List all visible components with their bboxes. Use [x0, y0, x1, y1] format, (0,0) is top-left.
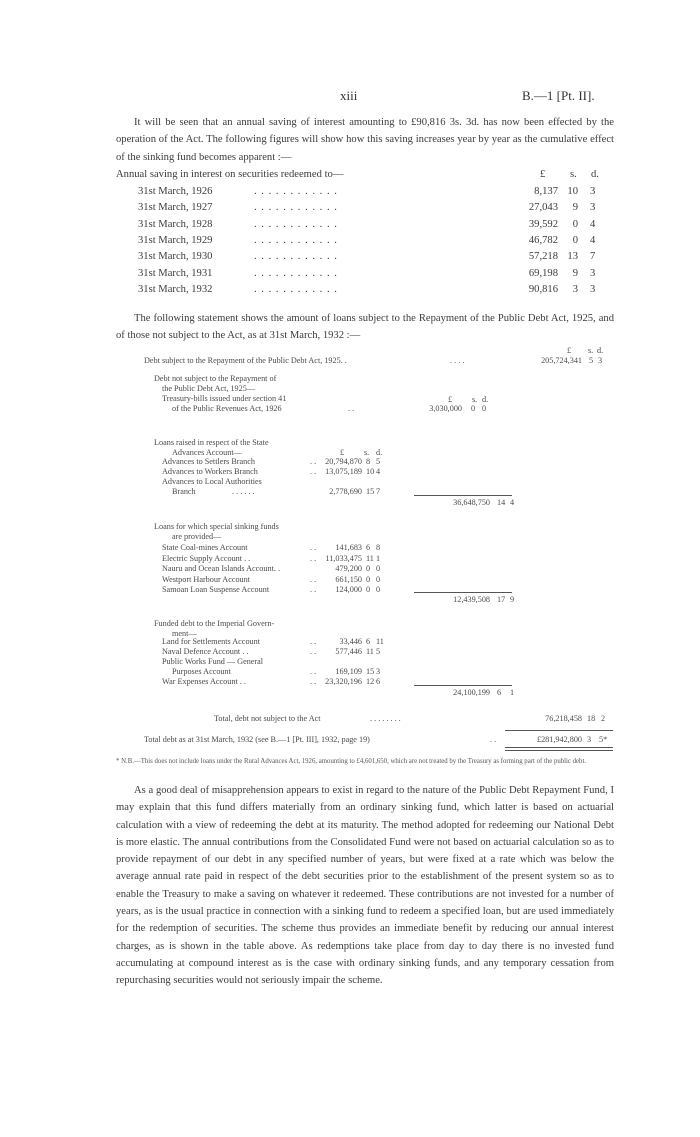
sub-item-pence: 11 [376, 637, 384, 646]
state-advances-heading: Loans raised in respect of the State [154, 438, 269, 447]
sub-item-label: Branch [172, 487, 196, 496]
grand-total-amount: £281,942,800 [536, 735, 582, 744]
sub-item-shillings: 15 [366, 667, 375, 676]
sub-item-pounds: 13,075,189 [325, 467, 362, 476]
sub-item-pence: 1 [376, 553, 381, 563]
sub-item-label: Electric Supply Account . . [162, 553, 251, 563]
sub-item-pence: 0 [376, 574, 381, 584]
sub-item-label: Land for Settlements Account [162, 637, 260, 646]
sub-item-label: Samoan Loan Suspense Account [162, 585, 270, 594]
savings-row-date: 31st March, 1929 [138, 234, 213, 246]
savings-row-leader: . . . . . . . . . . . . [254, 251, 338, 263]
savings-row-leader: . . . . . . . . . . . . [254, 283, 338, 295]
sub-item-leader: . . [310, 467, 317, 476]
sinking-funds-heading-cont: are provided— [172, 532, 222, 541]
savings-row-date: 31st March, 1926 [138, 186, 213, 197]
treasury-bills-leader: . . [348, 404, 355, 413]
footnote: * N.B.—This does not include loans under the Rural Advances Act, 1926, amounting to £4,601,650, which are not treated by the Treasury as forming part of the public debt. [116, 758, 587, 765]
state-adv-total-d: 4 [510, 498, 515, 507]
savings-row-pence: 3 [590, 283, 596, 295]
treasury-col-pounds: £ [448, 395, 453, 404]
total-not-subject-d: 2 [601, 714, 606, 723]
sub-item-pounds: 20,794,870 [325, 457, 362, 466]
sub-item-pence: 0 [376, 585, 381, 594]
savings-row-pence: 3 [590, 267, 596, 279]
sub-item-label: Advances to Settlers Branch [162, 457, 255, 466]
sub-item-shillings: 11 [366, 647, 374, 656]
state-adv-col-shillings: s. [364, 448, 370, 457]
savings-row-pounds: 39,592 [528, 218, 558, 230]
grand-total-d: 5* [599, 735, 608, 744]
funded-debt-heading: Funded debt to the Imperial Govern- [154, 619, 275, 628]
savings-row-leader: . . . . . . . . . . . . [254, 186, 338, 197]
sub-item-pence: 8 [376, 543, 381, 552]
sub-item-pounds: 169,109 [335, 667, 362, 676]
savings-caption-row [0, 169, 700, 185]
col-header-pence: d. [591, 169, 599, 180]
funded-total-s: 6 [497, 688, 502, 697]
total-not-subject-amount: 76,218,458 [545, 714, 582, 723]
debt-col-pounds: £ [567, 346, 572, 355]
sub-item-pounds: 124,000 [335, 585, 362, 594]
sub-item-pounds: 577,446 [335, 647, 362, 656]
sub-item-shillings: 0 [366, 585, 371, 594]
savings-row-leader: . . . . . . . . . . . . [254, 234, 338, 246]
treasury-bills-amount: 3,030,000 [429, 404, 462, 413]
sub-item-shillings: 10 [366, 467, 375, 476]
sub-item-label: Public Works Fund — General [162, 657, 264, 666]
savings-row-date: 31st March, 1931 [138, 267, 213, 279]
sub-item-leader: . . [310, 677, 317, 686]
sub-item-label: Westport Harbour Account [162, 574, 251, 584]
savings-row [0, 284, 700, 300]
sub-item-pence: 3 [376, 667, 381, 676]
sub-item-leader: . . . . . . [232, 487, 255, 496]
state-adv-total-s: 14 [497, 498, 506, 507]
total-not-subject-leader: . . . . . . . . [370, 714, 401, 723]
sub-item-pounds: 141,683 [335, 543, 362, 552]
savings-row-date: 31st March, 1927 [138, 202, 213, 214]
savings-row-pence: 3 [590, 202, 596, 214]
treasury-col-pence: d. [482, 395, 489, 404]
debt-subject-amount: 205,724,341 [541, 356, 582, 365]
sub-item-pence: 7 [376, 487, 381, 496]
savings-row-pounds: 8,137 [534, 186, 558, 197]
savings-row-shillings: 9 [572, 267, 578, 279]
sub-item-shillings: 15 [366, 487, 375, 496]
sub-item-shillings: 0 [366, 574, 371, 584]
total-not-subject-label: Total, debt not subject to the Act [214, 714, 321, 723]
savings-row-pounds: 90,816 [528, 283, 558, 295]
rule-before-grand-total [505, 730, 613, 731]
debt-col-pence: d. [597, 346, 604, 355]
funded-debt-heading-cont: ment— [172, 629, 197, 638]
savings-row-pounds: 69,198 [528, 267, 558, 279]
sinking-total: 12,439,508 [453, 595, 490, 604]
funded-total-d: 1 [510, 688, 515, 697]
savings-row-date: 31st March, 1932 [138, 283, 213, 295]
sub-item-leader: . . [310, 667, 317, 676]
sub-item-label: Nauru and Ocean Islands Account. . [162, 564, 280, 573]
sub-item-label: State Coal-mines Account [162, 543, 248, 552]
savings-row [0, 202, 700, 218]
sub-item-shillings: 6 [366, 637, 371, 646]
sub-item-shillings: 11 [366, 553, 374, 563]
grand-total-label: Total debt as at 31st March, 1932 (see B.—1 [Pt. III], 1932, page 19) [144, 735, 370, 744]
treasury-bills-label: Treasury-bills issued under section 41 [162, 394, 287, 403]
sub-item-leader: . . [310, 647, 317, 656]
savings-row-shillings: 0 [572, 218, 578, 230]
sub-item-pence: 5 [376, 647, 381, 656]
savings-row [0, 219, 700, 235]
sinking-total-s: 17 [497, 595, 506, 604]
savings-row-pence: 7 [590, 251, 596, 263]
sub-item-pounds: 33,446 [339, 637, 362, 646]
state-advances-heading-cont: Advances Account— [172, 448, 242, 457]
debt-subject-d: 3 [598, 356, 603, 365]
sub-item-pence: 5 [376, 457, 381, 466]
sub-item-leader: . . [310, 637, 317, 646]
savings-row-date: 31st March, 1930 [138, 251, 213, 263]
sub-item-label: War Expenses Account . . [162, 677, 246, 686]
sub-item-shillings: 6 [366, 543, 371, 552]
savings-row-shillings: 10 [567, 186, 578, 197]
rule-after-sinking-funds [414, 592, 512, 593]
sub-item-pence: 0 [376, 564, 381, 573]
savings-row [0, 186, 700, 202]
sub-item-pounds: 23,320,196 [325, 677, 362, 686]
intro-paragraph: It will be seen that an annual saving of interest amounting to £90,816 3s. 3d. has now been effected by the operation of the Act. The following figures will show how this saving increases year by year as the cumulative effect of the sinking fund becomes apparent :— [116, 117, 614, 163]
savings-row-pence: 3 [590, 186, 596, 197]
savings-caption: Annual saving in interest on securities redeemed to— [116, 169, 344, 180]
sub-item-pounds: 661,150 [335, 574, 362, 584]
sub-item-shillings: 8 [366, 457, 371, 466]
debt-subject-label: Debt subject to the Repayment of the Public Debt Act, 1925. . [144, 356, 347, 365]
state-adv-col-pence: d. [376, 448, 383, 457]
sub-item-pence: 6 [376, 677, 381, 686]
treasury-bills-d: 0 [482, 404, 487, 413]
savings-row [0, 268, 700, 284]
sub-item-label: Advances to Local Authorities [162, 477, 262, 486]
rule-after-funded-debt [414, 685, 512, 686]
sub-item-label: Naval Defence Account . . [162, 647, 249, 656]
sinking-funds-heading: Loans for which special sinking funds [154, 522, 279, 531]
savings-row-pence: 4 [590, 218, 596, 230]
grand-total-leader: . . [490, 735, 497, 744]
state-adv-total: 36,648,750 [453, 498, 490, 507]
document-reference: B.—1 [Pt. II]. [522, 88, 595, 103]
sub-item-shillings: 0 [366, 564, 371, 573]
debt-col-shillings: s. [588, 346, 594, 355]
savings-row [0, 235, 700, 251]
closing-paragraph: As a good deal of misapprehension appears to exist in regard to the nature of the Public Debt Repayment Fund, I may explain that this fund differs materially from an ordinary sinking fund, which latter is based on actuarial calculation with a view of redeeming the debt at its maturity. The method adopted for redeeming our National Debt is more elastic. The annual contributions from the Consolidated Fund were not based on actuarial calculation so as to provide repayment of our debt in any specified number of years, but were fixed at a rate which was below the average annual rate paid in respect of the debt securities prior to the establishment of the present system so as to enable the Treasury to make a saving on whatever it redeemed. These contributions are not invested for a number of years, as is the usual practice in connection with a sinking fund to redeem a specified loan, but are used immediately for the redemption of securities. The scheme thus provides an immediate benefit by reducing our annual interest charges, as is shown in the table above. As redemptions take place from day to day there is no invested fund accumulating at compound interest as is the case with ordinary sinking funds, and any temporary cessation from repurchasing securities would not seriously impair the scheme. [116, 785, 614, 987]
not-subject-heading: Debt not subject to the Repayment of [154, 374, 277, 383]
savings-row-pence: 4 [590, 234, 596, 246]
funded-total: 24,100,199 [453, 688, 490, 697]
rule-under-grand-total-2 [505, 750, 613, 751]
state-adv-col-pounds: £ [340, 448, 345, 457]
savings-row-date: 31st March, 1928 [138, 218, 213, 230]
sub-item-pounds: 2,778,690 [329, 487, 362, 496]
sub-item-pounds: 479,200 [335, 564, 362, 573]
not-subject-heading-cont: the Public Debt Act, 1925— [162, 384, 256, 393]
savings-row-pounds: 57,218 [528, 251, 558, 263]
savings-row-shillings: 13 [567, 251, 578, 263]
sub-item-pounds: 11,033,475 [325, 553, 362, 563]
savings-row-pounds: 27,043 [528, 202, 558, 214]
sub-item-pence: 4 [376, 467, 381, 476]
col-header-pounds: £ [540, 169, 546, 180]
savings-row-leader: . . . . . . . . . . . . [254, 202, 338, 214]
treasury-col-shillings: s. [472, 395, 478, 404]
sub-item-shillings: 12 [366, 677, 375, 686]
page-number: xiii [340, 88, 358, 103]
sub-item-leader: . . [310, 553, 317, 563]
savings-row-shillings: 9 [572, 202, 578, 214]
treasury-bills-s: 0 [471, 404, 476, 413]
savings-row-leader: . . . . . . . . . . . . [254, 218, 338, 230]
sub-item-leader: . . [310, 574, 317, 584]
debt-subject-s: 5 [589, 356, 594, 365]
rule-under-grand-total-1 [505, 747, 613, 748]
savings-row-leader: . . . . . . . . . . . . [254, 267, 338, 279]
grand-total-s: 3 [587, 735, 592, 744]
rule-after-state-advances [414, 495, 512, 496]
sub-item-leader: . . [310, 543, 317, 552]
sub-item-leader: . . [310, 457, 317, 466]
col-header-shillings: s. [570, 169, 577, 180]
sub-item-leader: . . [310, 585, 317, 594]
treasury-bills-label-cont: of the Public Revenues Act, 1926 [172, 404, 282, 413]
total-not-subject-s: 18 [587, 714, 596, 723]
debt-subject-leader: . . . . [450, 356, 465, 365]
statement-paragraph: The following statement shows the amount of loans subject to the Repayment of the Public Debt Act, 1925, and of those not subject to the Act, as at 31st March, 1932 :— [116, 313, 614, 342]
savings-row-pounds: 46,782 [528, 234, 558, 246]
savings-row-shillings: 3 [572, 283, 578, 295]
savings-row [0, 251, 700, 267]
sub-item-label: Advances to Workers Branch [162, 467, 258, 476]
sub-item-label: Purposes Account [172, 667, 231, 676]
savings-row-shillings: 0 [572, 234, 578, 246]
sinking-total-d: 9 [510, 595, 515, 604]
